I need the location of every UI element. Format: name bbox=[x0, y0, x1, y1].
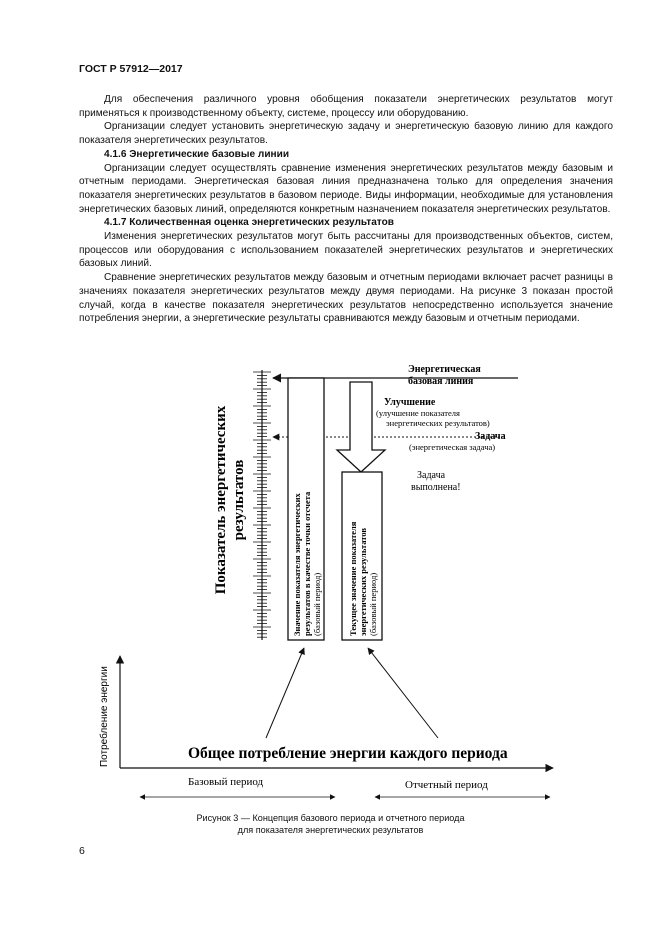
current-bar-label-line3: (базовый период) bbox=[368, 572, 378, 636]
energy-axis-label: Потребление энергии bbox=[99, 666, 110, 767]
paragraph: Для обеспечения различного уровня обобщения показатели энергетических результатов могут применяться к производственному объекту, системе, процессу или оборудованию. bbox=[79, 94, 613, 119]
total-consumption-label: Общее потребление энергии каждого периода bbox=[188, 745, 508, 762]
improvement-note-line2: энергетических результатов) bbox=[386, 418, 490, 428]
improvement-note-line1: (улучшение показателя bbox=[376, 408, 460, 418]
y-axis-title-line1: Показатель энергетических bbox=[213, 405, 229, 595]
target-title: Задача bbox=[475, 431, 506, 442]
achieved-label-line2: выполнена! bbox=[411, 482, 461, 493]
page-number: 6 bbox=[79, 845, 85, 857]
figure-caption bbox=[150, 812, 511, 836]
section-heading-4-1-7: 4.1.7 Количественная оценка энергетических результатов bbox=[104, 217, 394, 229]
pointer-arrow-report bbox=[368, 648, 438, 738]
energy-baseline-figure bbox=[0, 360, 661, 810]
target-note: (энергетическая задача) bbox=[409, 442, 496, 452]
paragraph: Изменения энергетических результатов могут быть рассчитаны для производственных объектов, систем, процессов или оборудования с использованием показателей энергетических результатов и энергетических базовых линий. bbox=[79, 231, 613, 270]
current-bar-label-line1: Текущее значение показателя bbox=[348, 521, 358, 636]
y-axis-title bbox=[213, 405, 247, 594]
baseline-label-line1: Энергетическая bbox=[408, 364, 481, 375]
baseline-bar-label-line1: Значение показателя энергетических bbox=[292, 493, 302, 636]
y-axis-title-line2: результатов bbox=[231, 459, 247, 541]
caption-line1: Рисунок 3 — Концепция базового периода и отчетного периода bbox=[196, 813, 465, 823]
ruler-axis bbox=[253, 370, 271, 640]
baseline-bar-label-line2: результатов в качестве точки отсчета bbox=[302, 491, 312, 636]
document-header: ГОСТ Р 57912—2017 bbox=[79, 63, 183, 75]
paragraph: Организации следует установить энергетическую задачу и энергетическую базовую линию для каждого показателя энергетических результатов. bbox=[79, 121, 613, 147]
improvement-title: Улучшение bbox=[384, 397, 436, 408]
baseline-bar-label-line3: (базовый период) bbox=[312, 572, 322, 636]
current-bar-label-line2: энергетических результатов bbox=[358, 528, 368, 636]
improvement-down-arrow bbox=[337, 382, 385, 472]
caption-line2: для показателя энергетических результатов bbox=[237, 825, 424, 835]
body-text-block bbox=[79, 93, 613, 326]
section-heading-4-1-6: 4.1.6 Энергетические базовые линии bbox=[104, 148, 290, 160]
achieved-label-line1: Задача bbox=[417, 470, 446, 481]
report-period-label: Отчетный период bbox=[405, 779, 488, 791]
pointer-arrow-base bbox=[266, 648, 304, 738]
base-period-label: Базовый период bbox=[188, 776, 264, 788]
baseline-label-line2: базовая линия bbox=[408, 376, 474, 387]
paragraph: Сравнение энергетических результатов между базовым и отчетным периодами включает расчет разницы в значениях показателя энергетических результатов между двумя периодами. На рисунке 3 показан простой случай, когда в качестве показателя энергетических результатов непосредственно используется значение потребления энергии, а энергетические результаты сравниваются между базовым и отчетным периодами. bbox=[79, 272, 613, 325]
paragraph: Организации следует осуществлять сравнение изменения энергетических результатов между базовым и отчетным периодами. Энергетическая базовая линия предназначена только для определения значения показателя энергетических результатов в базовом периоде. Виды информации, необходимые для установления энергетических базовых линий, определяются конкретным назначением показателя энергетических результатов. bbox=[79, 162, 613, 215]
